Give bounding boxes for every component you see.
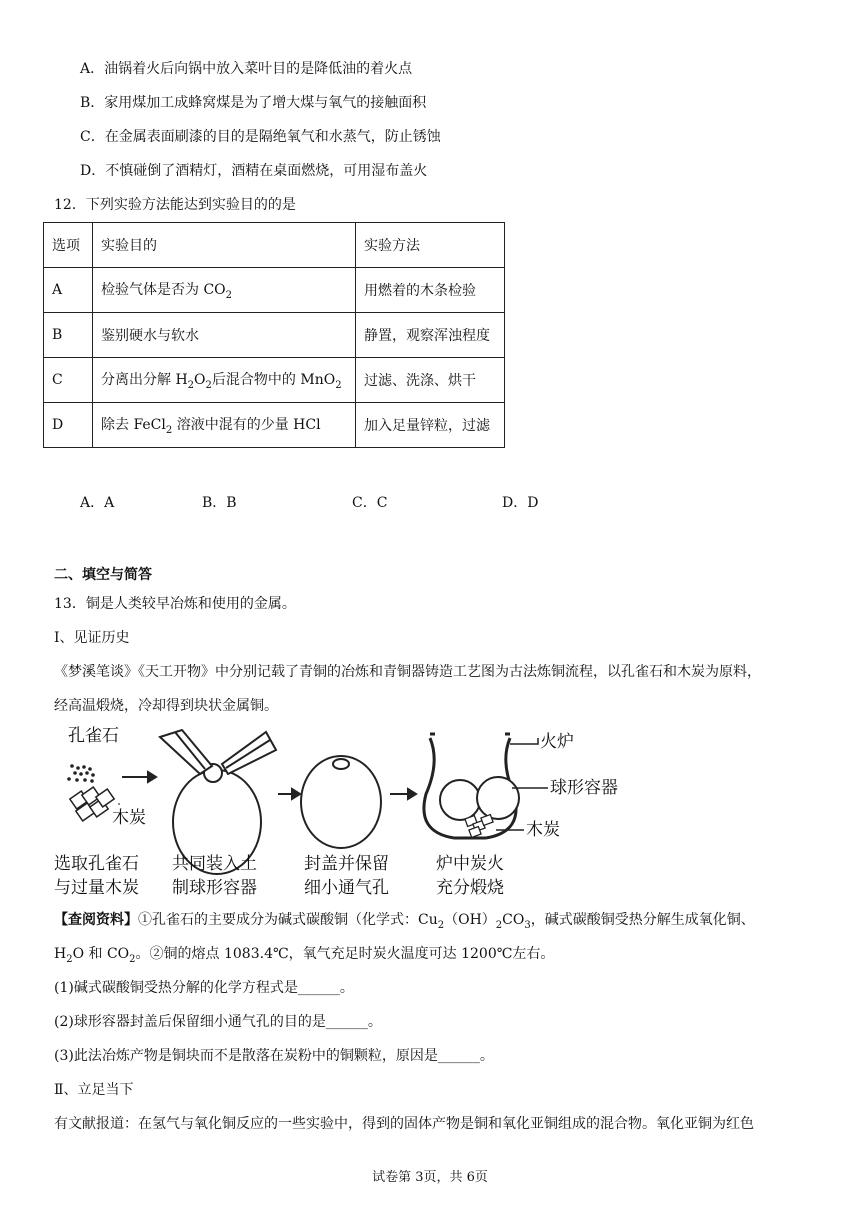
q12-stem: 12．下列实验方法能达到实验目的的是 bbox=[54, 197, 296, 213]
arrow-icon bbox=[122, 772, 156, 782]
table-header-cell: 实验目的 bbox=[93, 223, 356, 268]
table-cell-option: C bbox=[44, 358, 93, 403]
charcoal-icon bbox=[70, 787, 114, 821]
q12-choice-a: A．A bbox=[80, 495, 115, 511]
step3-caption: 封盖并保留 细小通气孔 bbox=[304, 854, 389, 898]
table-cell-purpose: 除去 FeCl$_2$ 溶液中混有的少量 HCl bbox=[93, 403, 356, 448]
section-title: 二、填空与简答 bbox=[54, 567, 152, 583]
reference-line-1: 【查阅资料】①孔雀石的主要成分为碱式碳酸铜（化学式：$Cu_2(OH)_2CO_3$，碱式碳酸铜受热分解生成氧化铜、 bbox=[54, 912, 755, 931]
arrow-icon bbox=[278, 789, 300, 799]
table-cell-method: 用燃着的木条检验 bbox=[356, 268, 505, 313]
table-row bbox=[44, 313, 505, 358]
table-cell-purpose: 分离出分解 $H_2O_2$后混合物中的 MnO$_2$ bbox=[93, 358, 356, 403]
table-row bbox=[44, 268, 505, 313]
intro-line: 经高温煅烧，冷却得到块状金属铜。 bbox=[54, 698, 278, 714]
q13-sub1: (1)碱式碳酸铜受热分解的化学方程式是______。 bbox=[54, 980, 354, 996]
copper-smelting-figure bbox=[50, 722, 650, 902]
page-footer: 试卷第 3页，共 6页 bbox=[372, 1170, 488, 1185]
table-cell-method: 静置，观察浑浊程度 bbox=[356, 313, 505, 358]
q11-option-c: C．在金属表面刷漆的目的是隔绝氧气和水蒸气，防止锈蚀 bbox=[80, 129, 441, 145]
reference-line-2: $H_2O$ 和 $CO_2$。②铜的熔点 1083.4℃，氧气充足时炭火温度可达 1200℃左右。 bbox=[54, 946, 555, 965]
label-malachite: 孔雀石 bbox=[68, 726, 119, 746]
table-cell-option: D bbox=[44, 403, 93, 448]
q12-choice-d: D．D bbox=[502, 495, 539, 511]
label-charcoal-furnace: 木炭 bbox=[526, 820, 560, 840]
part1-title: Ⅰ、见证历史 bbox=[54, 630, 130, 646]
malachite-icon bbox=[67, 764, 95, 783]
table-cell-option: A bbox=[44, 268, 93, 313]
spherical-vessel-icon bbox=[440, 777, 519, 820]
q13-sub3: (3)此法冶炼产物是铜块而不是散落在炭粉中的铜颗粒，原因是______。 bbox=[54, 1048, 494, 1064]
q11-option-b: B．家用煤加工成蜂窝煤是为了增大煤与氧气的接触面积 bbox=[80, 95, 427, 111]
table-cell-method: 加入足量锌粒，过滤 bbox=[356, 403, 505, 448]
sealed-vessel-icon bbox=[301, 756, 381, 848]
table-header-row bbox=[44, 223, 505, 268]
table-row bbox=[44, 403, 505, 448]
step1-caption: 选取孔雀石 与过量木炭 bbox=[54, 854, 139, 898]
table-header-cell: 选项 bbox=[44, 223, 93, 268]
arrow-icon bbox=[390, 789, 416, 799]
q12-choice-b: B．B bbox=[202, 495, 237, 511]
part2-title: Ⅱ、立足当下 bbox=[54, 1082, 134, 1098]
q11-option-d: D．不慎碰倒了酒精灯，酒精在桌面燃烧，可用湿布盖火 bbox=[80, 163, 428, 179]
table-row bbox=[44, 358, 505, 403]
table-cell-purpose: 检验气体是否为 $CO_2$ bbox=[93, 268, 356, 313]
q13-stem: 13．铜是人类较早冶炼和使用的金属。 bbox=[54, 596, 296, 612]
q11-option-a: A．油锅着火后向锅中放入菜叶目的是降低油的着火点 bbox=[80, 61, 413, 77]
table-cell-option: B bbox=[44, 313, 93, 358]
table-cell-method: 过滤、洗涤、烘干 bbox=[356, 358, 505, 403]
label-charcoal: 木炭 bbox=[112, 808, 146, 828]
step2-caption: 共同装入土 制球形容器 bbox=[172, 854, 257, 898]
q13-sub2: (2)球形容器封盖后保留细小通气孔的目的是______。 bbox=[54, 1014, 382, 1030]
step4-caption: 炉中炭火 充分煅烧 bbox=[436, 854, 504, 898]
label-vessel: 球形容器 bbox=[550, 778, 618, 798]
q12-choice-c: C．C bbox=[352, 495, 388, 511]
table-header-cell: 实验方法 bbox=[356, 223, 505, 268]
experiment-table bbox=[43, 222, 505, 448]
part2-line: 有文献报道：在氢气与氧化铜反应的一些实验中，得到的固体产物是铜和氧化亚铜组成的混合物。氧化亚铜为红色 bbox=[54, 1116, 754, 1132]
charcoal-icon bbox=[465, 815, 493, 838]
label-furnace: 火炉 bbox=[540, 732, 574, 752]
intro-line: 《梦溪笔谈》《天工开物》中分别记载了青铜的冶炼和青铜器铸造工艺图为古法炼铜流程，以孔雀石和木炭为原料， bbox=[54, 664, 761, 680]
table-cell-purpose: 鉴别硬水与软水 bbox=[93, 313, 356, 358]
